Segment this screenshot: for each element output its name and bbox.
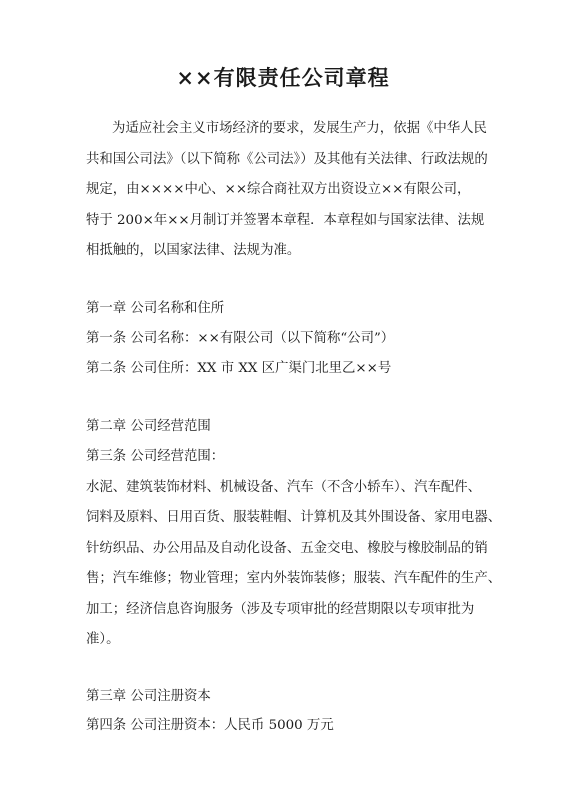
intro-line: 相抵触的，以国家法律、法规为准。 — [86, 243, 301, 258]
article: 第一条 公司名称：××有限公司（以下简称“公司”） — [86, 331, 395, 346]
document-title: ××有限责任公司章程 — [176, 65, 390, 90]
intro-line: 特于 200×年××月制订并签署本章程．本章程如与国家法律、法规 — [86, 213, 485, 228]
scope-line: 准）。 — [86, 632, 120, 647]
chapter-heading: 第二章 公司经营范围 — [86, 419, 211, 434]
chapter-heading: 第三章 公司注册资本 — [86, 689, 211, 704]
scope-line: 水泥、建筑装饰材料、机械设备、汽车（不含小轿车）、汽车配件、 — [86, 480, 482, 495]
article: 第四条 公司注册资本：人民币 5000 万元 — [86, 718, 334, 733]
scope-line: 饲料及原料、日用百货、服装鞋帽、计算机及其外围设备、家用电器、 — [86, 510, 502, 525]
intro-line: 共和国公司法》（以下简称《公司法》）及其他有关法律、行政法规的 — [86, 152, 488, 167]
intro-line: 为适应社会主义市场经济的要求，发展生产力，依据《中华人民 — [112, 121, 487, 136]
chapter-heading: 第一章 公司名称和住所 — [86, 301, 225, 316]
article: 第三条 公司经营范围： — [86, 449, 225, 464]
article: 第二条 公司住所：XX 市 XX 区广渠门北里乙××号 — [86, 361, 392, 376]
intro-line: 规定，由××××中心、××综合商社双方出资设立××有限公司， — [86, 182, 471, 197]
scope-line: 加工；经济信息咨询服务（涉及专项审批的经营期限以专项审批为 — [86, 602, 475, 617]
scope-line: 售；汽车维修；物业管理；室内外装饰装修；服装、汽车配件的生产、 — [86, 571, 502, 586]
scope-line: 针纺织品、办公用品及自动化设备、五金交电、橡胶与橡胶制品的销 — [86, 541, 488, 556]
